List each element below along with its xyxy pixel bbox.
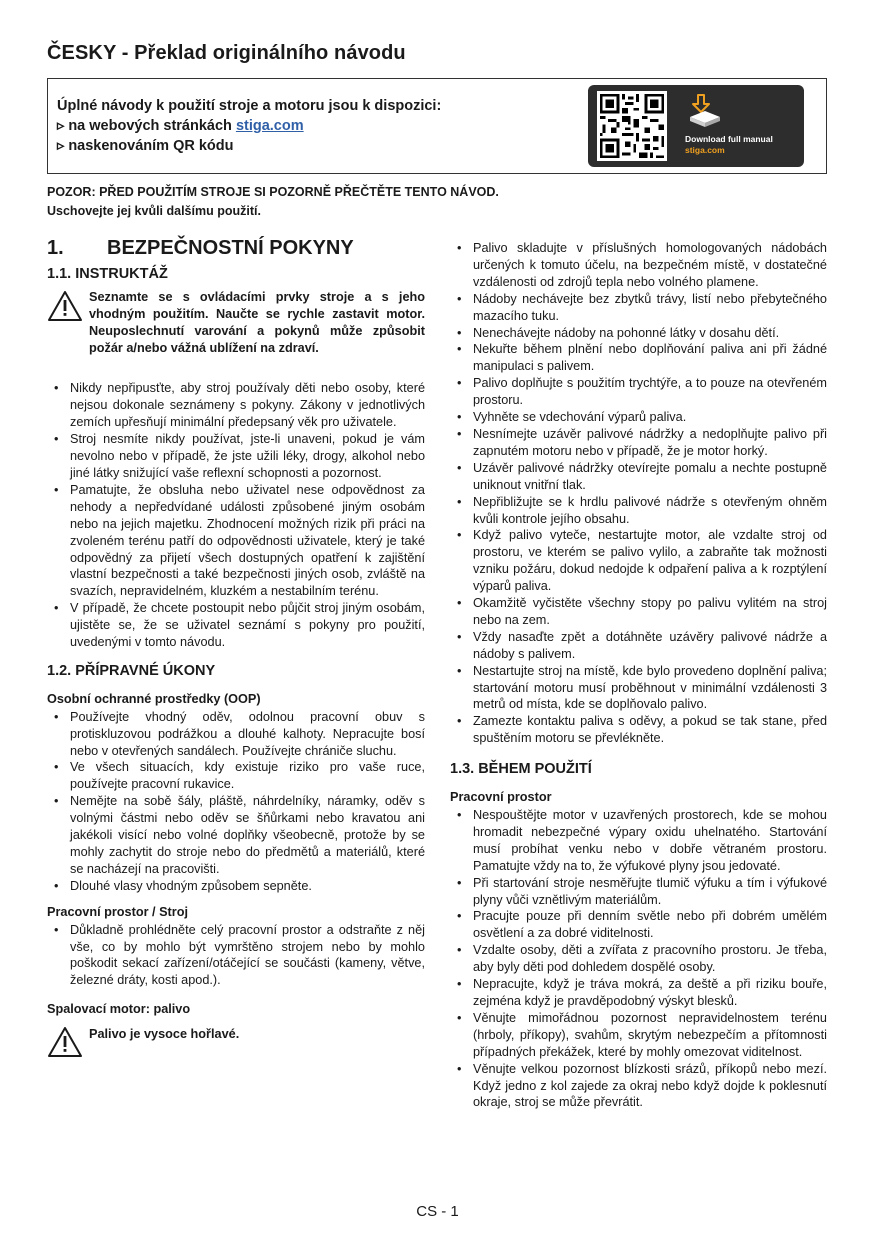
list-item: • Vyhněte se vdechování výparů paliva.	[450, 409, 827, 426]
list-item: • Používejte vhodný oděv, odolnou pracovní obuv s protiskluzovou podrážkou a dlouhé kalhoty. Nepracujte bosí nebo v otevřených sandálech. Používejte chrániče sluchu.	[47, 709, 425, 760]
subsection-1-2-title: 1.2. PŘÍPRAVNÉ ÚKONY	[47, 662, 216, 679]
subsection-1-3-title: 1.3. BĚHEM POUŽITÍ	[450, 761, 592, 778]
left-column	[47, 236, 425, 1064]
subsection-1-1-title: 1.1. INSTRUKTÁŽ	[47, 265, 168, 282]
list-item: • V případě, že chcete postoupit nebo půjčit stroj jiným osobám, ujistěte se, že se uživatel seznámí s pokyny pro použití, uvedenými v tomto návodu.	[47, 600, 425, 651]
right-column	[450, 240, 827, 1111]
oop-title: Osobní ochranné prostředky (OOP)	[47, 691, 261, 706]
list-item: • Nikdy nepřipusťte, aby stroj používaly děti nebo osoby, které nejsou dokonale seznámeny s pokyny. Zákony v jednotlivých zemích upřesňují minimální předepsaný věk pro uživatele.	[47, 380, 425, 431]
fuel-caution-block	[47, 1025, 425, 1058]
info-line-3	[57, 136, 441, 156]
list-item: • Věnujte velkou pozornost blízkosti srázů, příkopů nebo mezí. Když jedno z kol zajede za okraj nebo když dojde k poklesnutí okraje, stroj se může převrátit.	[450, 1061, 827, 1112]
list-item: • Nepřibližujte se k hrdlu palivové nádrže s otevřeným ohněm kvůli kontrole jejího obsahu.	[450, 494, 827, 528]
download-icon	[688, 93, 722, 129]
work-area-list	[47, 922, 425, 990]
list-item: • Když palivo vyteče, nestartujte motor, ale vzdalte stroj od prostoru, ve kterém se palivo vylilo, a zabraňte tak možnosti vzniku požáru, dokud nedojde k odpaření paliva a k rozptýlení výparů paliva.	[450, 527, 827, 595]
list-item: • Palivo skladujte v příslušných homologovaných nádobách určených k tomuto účelu, na bezpečném místě, v dostatečné vzdálenosti od zdrojů tepla nebo volného plamene.	[450, 240, 827, 291]
list-item: • Pracujte pouze při denním světle nebo při dobrém umělém osvětlení a za dobré viditelnosti.	[450, 908, 827, 942]
instruction-list	[47, 380, 425, 651]
list-item: • Stroj nesmíte nikdy používat, jste-li unaveni, pokud je vám nevolno nebo v případě, že jste užili léky, drogy, alkohol nebo jiné látky snižující vaše reflexní schopnosti a pozornost.	[47, 431, 425, 482]
usage-list	[450, 807, 827, 1111]
warning-line-2: Uschovejte jej kvůli dalšímu použití.	[47, 204, 261, 218]
fuel-caution-text: Palivo je vysoce hořlavé.	[89, 1027, 240, 1042]
work-area-title: Pracovní prostor / Stroj	[47, 904, 188, 919]
list-item: • Nádoby nechávejte bez zbytků trávy, listí nebo přebytečného mazacího tuku.	[450, 291, 827, 325]
download-label: Download full manual	[685, 134, 773, 144]
stiga-link[interactable]: stiga.com	[235, 118, 304, 134]
fuel-title: Spalovací motor: palivo	[47, 1002, 191, 1017]
caution-block	[47, 289, 425, 357]
list-item: • Při startování stroje nesměřujte tlumič výfuku a tím i výfukové plyny vůči vznětlivým materiálům.	[450, 875, 827, 909]
list-item: • Nekuřte během plnění nebo doplňování paliva ani při žádné manipulaci s palivem.	[450, 341, 827, 375]
read-manual-warning	[47, 183, 499, 221]
download-site: stiga.com	[685, 145, 725, 155]
arrow-icon: ▹	[57, 118, 65, 134]
info-line-2	[57, 116, 441, 136]
page-number: CS - 1	[416, 1203, 459, 1220]
list-item: • Důkladně prohlédněte celý pracovní prostor a odstraňte z něj vše, co by mohlo být vymrštěno strojem nebo by mohlo poškodit sekací zařízení/otáčející se součásti (kameny, větve, železné dráty, kosti apod.).	[47, 922, 425, 990]
list-item: • Vzdalte osoby, děti a zvířata z pracovního prostoru. Je třeba, aby byly děti pod dohledem dospělé osoby.	[450, 942, 827, 976]
list-item: • Nepracujte, když je tráva mokrá, za deště a při riziku bouře, zejména když je pravděpodobný výskyt blesků.	[450, 976, 827, 1010]
list-item: • Pamatujte, že obsluha nebo uživatel nese odpovědnost za nehody a nepředvídané události způsobené jiným osobám nebo na jejich majetku. Zhodnocení možných rizik při práci na zvoleném terénu patří do odpovědnosti uživatele, který je také odpovědný za přijetí všech dostupných opatření k zajištění vlastní bezpečnosti a také bezpečnosti jiných osob, zvláště na svazích, nepravidelném, kluzkém a nestabilním terénu.	[47, 482, 425, 600]
download-text	[685, 134, 773, 156]
caution-text: Seznamte se s ovládacími prvky stroje a s jeho vhodným použitím. Naučte se rychle zastavit motor. Neuposlechnutí varování a pokynů může způsobit požár a/nebo vážná ublížení na zdraví.	[89, 289, 425, 355]
list-item: • Věnujte mimořádnou pozornost nepravidelnostem terénu (hrboly, příkopy), svahům, skrytým nebezpečím a přítomnosti případných překážek, které by mohly omezovat viditelnost.	[450, 1010, 827, 1061]
list-item: • Nenechávejte nádoby na pohonné látky v dosahu dětí.	[450, 325, 827, 342]
qr-code-icon[interactable]	[597, 91, 667, 161]
list-item: • Nesnímejte uzávěr palivové nádržky a nedoplňujte palivo při zapnutém motoru nebo v případě, že je motor horký.	[450, 426, 827, 460]
list-item: • Vždy nasaďte zpět a dotáhněte uzávěry palivové nádrže a nádoby s palivem.	[450, 629, 827, 663]
list-item: • Dlouhé vlasy vhodným způsobem sepněte.	[47, 878, 425, 895]
list-item: • Palivo doplňujte s použitím trychtýře, a to pouze na otevřeném prostoru.	[450, 375, 827, 409]
warning-line-1: POZOR: PŘED POUŽITÍM STROJE SI POZORNĚ PŘEČTĚTE TENTO NÁVOD.	[47, 185, 499, 199]
warning-triangle-icon	[47, 1026, 83, 1058]
info-line-3-text: naskenováním QR kódu	[68, 138, 234, 154]
section-number: 1.	[47, 237, 64, 259]
list-item: • Nespouštějte motor v uzavřených prostorech, kde se mohou hromadit nebezpečné výpary oxidu uhelnatého. Startování musí probíhat venku nebo v dobře větraném prostoru. Pamatujte vždy na to, že výfukové plyny jsou jedovaté.	[450, 807, 827, 875]
download-card[interactable]	[588, 85, 804, 167]
info-lines	[57, 96, 441, 156]
info-line-1: Úplné návody k použití stroje a motoru jsou k dispozici:	[57, 98, 442, 114]
list-item: • Zamezte kontaktu paliva s oděvy, a pokud se tak stane, před spuštěním motoru se převlékněte.	[450, 713, 827, 747]
section-heading	[47, 237, 425, 259]
oop-list	[47, 709, 425, 895]
arrow-icon: ▹	[57, 138, 65, 154]
manual-info-box	[47, 78, 827, 174]
list-item: • Nemějte na sobě šály, pláště, náhrdelníky, náramky, oděv s volnými částmi nebo oděv se šňůrkami nebo kravatou ani jakékoli visící nebo volné doplňky všeobecně, protože by se mohly zachytit do stroje nebo do předmětů a materiálů, které se nacházejí na pracovišti.	[47, 793, 425, 878]
list-item: • Ve všech situacích, kdy existuje riziko pro vaše ruce, používejte pracovní rukavice.	[47, 759, 425, 793]
page-title: ČESKY - Překlad originálního návodu	[47, 42, 406, 64]
info-line-2-text: na webových stránkách	[68, 118, 236, 134]
warning-triangle-icon	[47, 290, 83, 322]
list-item: • Uzávěr palivové nádržky otevírejte pomalu a nechte postupně uniknout vnitřní tlak.	[450, 460, 827, 494]
list-item: • Nestartujte stroj na místě, kde bylo provedeno doplnění paliva; startování motoru musí proběhnout v minimální vzdálenosti 3 metrů od místa, kde se doplňovalo palivo.	[450, 663, 827, 714]
section-title: BEZPEČNOSTNÍ POKYNY	[107, 237, 354, 259]
list-item: • Okamžitě vyčistěte všechny stopy po palivu vylitém na stroj nebo na zem.	[450, 595, 827, 629]
fuel-list	[450, 240, 827, 747]
work-area-title: Pracovní prostor	[450, 790, 552, 805]
